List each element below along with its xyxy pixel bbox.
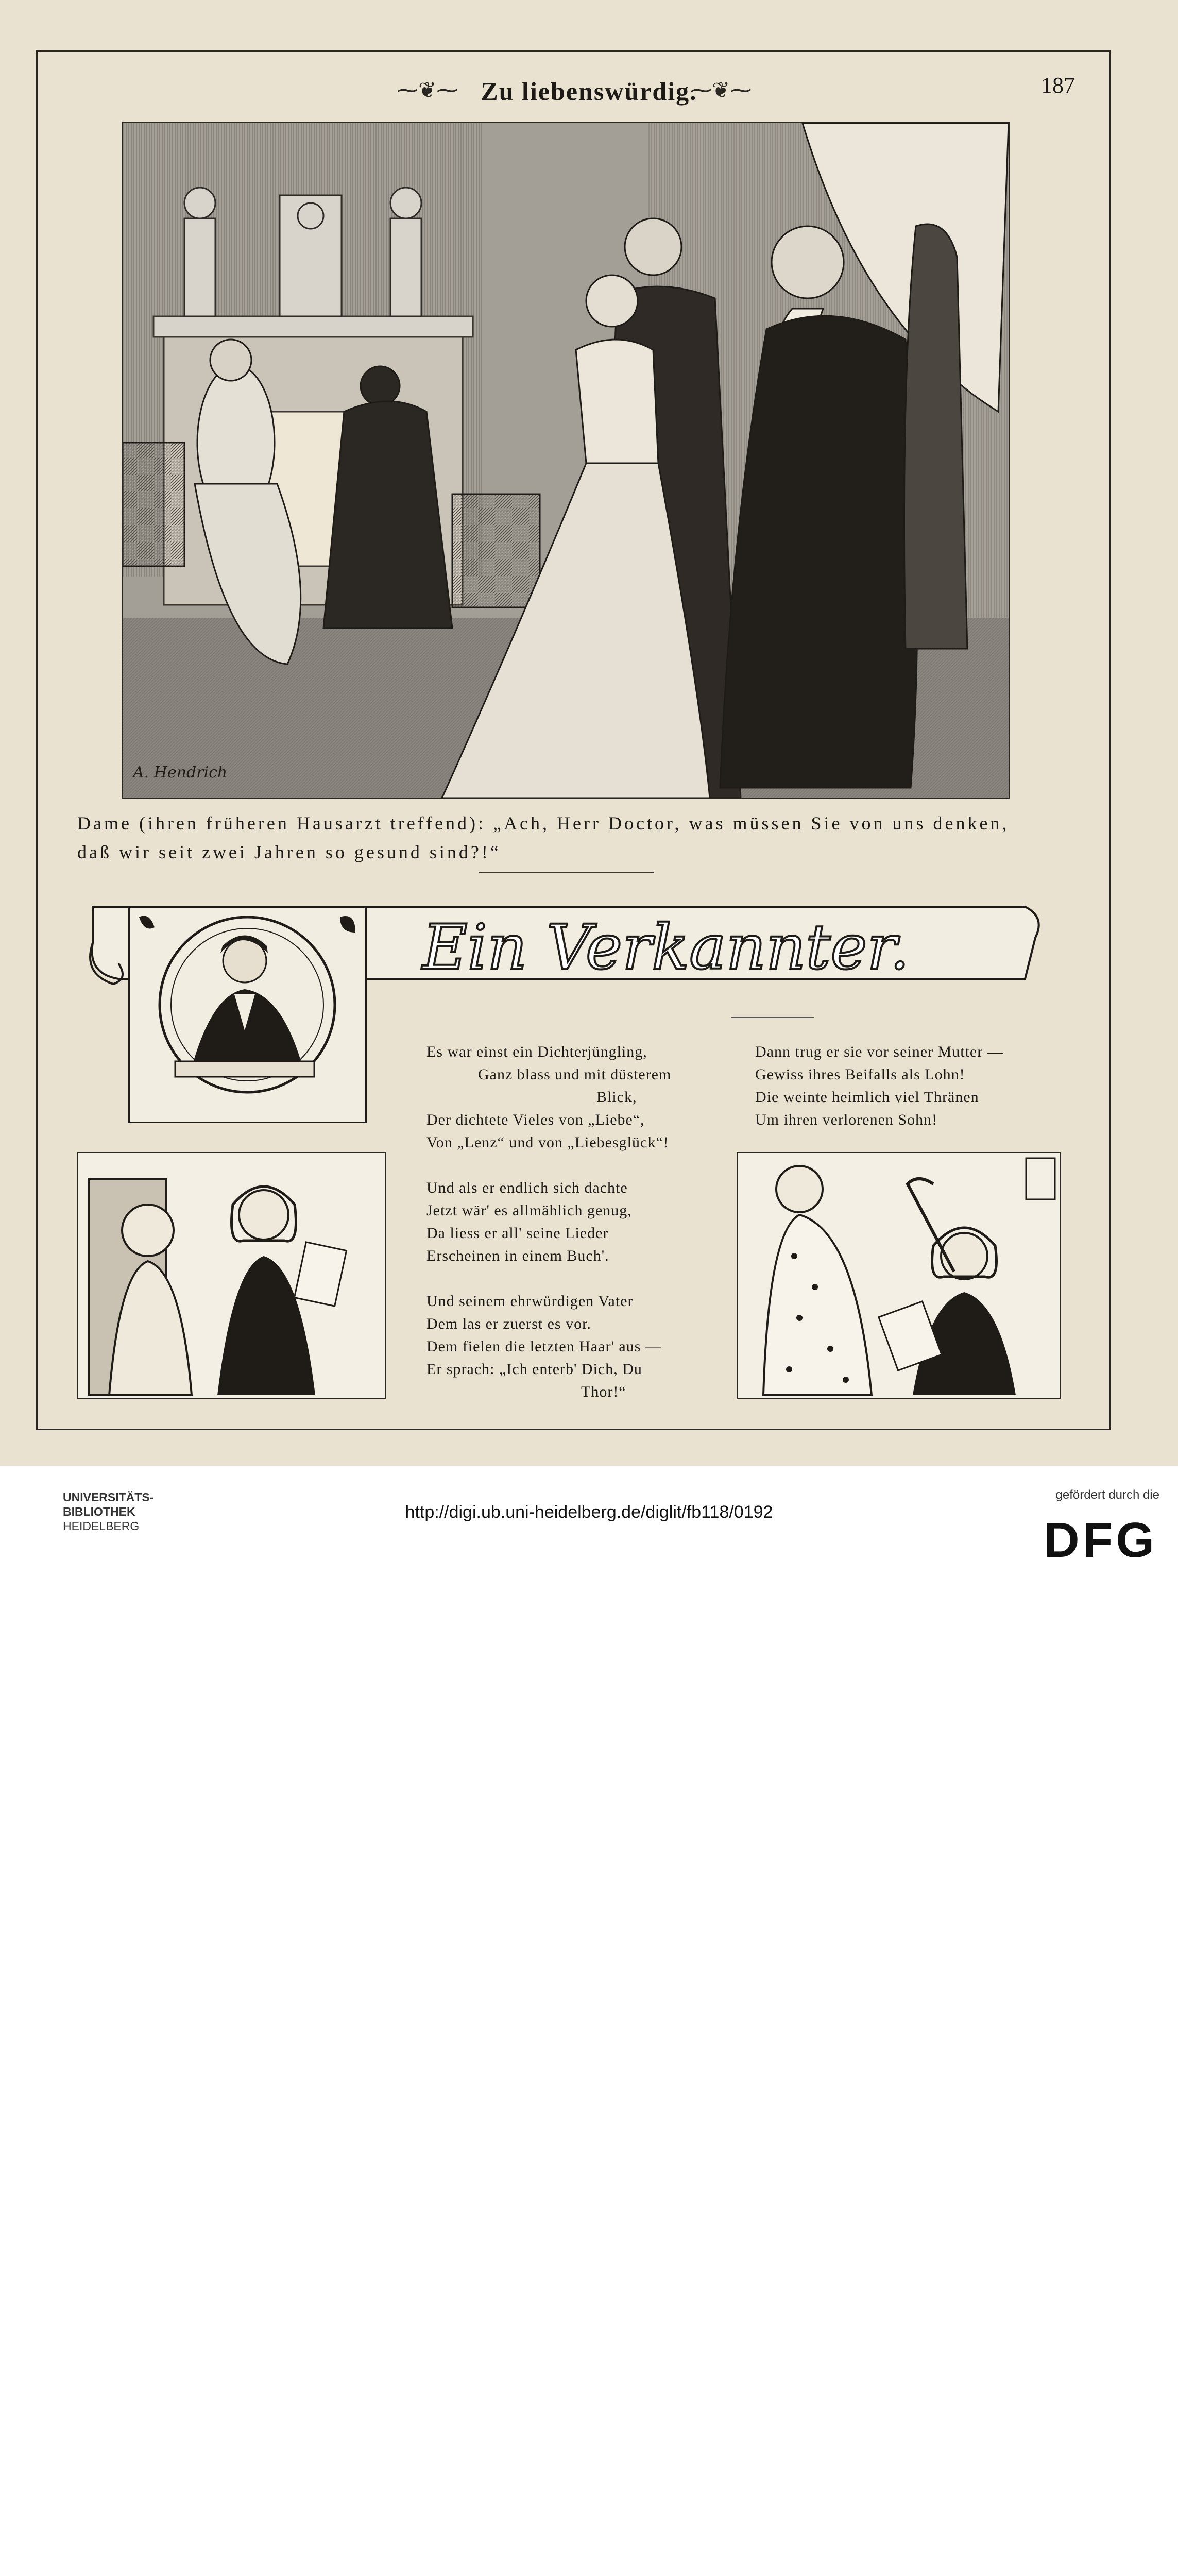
poem-line: Der dichtete Vieles von „Liebe“, [426,1111,645,1128]
poem-left-column [426,1041,715,1403]
separator-rule [479,872,654,873]
poem-line: Gewiss ihres Beifalls als Lohn! [755,1066,965,1083]
poem-line: Dann trug er sie vor seiner Mutter — [755,1043,1003,1060]
poem-line: Um ihren verlorenen Sohn! [755,1111,938,1128]
father-cartoon-illustration [77,1152,386,1399]
salon-engraving-illustration [122,122,1010,799]
poem-line: Da liess er all' seine Lieder [426,1225,609,1242]
poem-divider [731,1017,814,1018]
page-header-title: Zu liebenswürdig. [481,77,697,106]
engraving-caption [77,809,1035,867]
left-ornament-icon: ⁓❦⁓ [397,79,458,103]
right-ornament-icon: ⁓❦⁓ [690,79,752,103]
poem-line: Es war einst ein Dichterjüngling, [426,1043,647,1060]
poem-line: Jetzt wär' es allmählich genug, [426,1202,632,1219]
poem-line: Von „Lenz“ und von „Liebesglück“! [426,1134,669,1151]
poem-line: Dem las er zuerst es vor. [426,1315,591,1332]
institution-line-1: UNIVERSITÄTS- [63,1490,154,1504]
caption-line-1: Dame (ihren früheren Hausarzt treffend): „Ach, Herr Doctor, was müssen Sie von uns denken, [77,813,1010,834]
poem-line: Und seinem ehrwürdigen Vater [426,1293,634,1310]
poem-line: Thor!“ [581,1383,626,1400]
svg-text:A. Hendrich: A. Hendrich [133,764,228,782]
poem-line: Ganz blass und mit düsterem [478,1066,672,1083]
poem-line: Er sprach: „Ich enterb' Dich, Du [426,1361,642,1378]
poem-line: Erscheinen in einem Buch'. [426,1247,609,1264]
caption-line-2: daß wir seit zwei Jahren so gesund sind?!“ [77,842,501,862]
poem-line: Und als er endlich sich dachte [426,1179,628,1196]
institution-line-2: BIBLIOTHEK [63,1505,135,1518]
dfg-logo: DFG [1044,1513,1157,1568]
poem-spacer [426,1154,715,1177]
poem-right-column [755,1041,1044,1131]
poem-line: Die weinte heimlich viel Thränen [755,1089,979,1106]
page-number: 187 [1041,73,1075,98]
mother-cartoon-illustration [737,1152,1061,1399]
poem-line: Dem fielen die letzten Haar' aus — [426,1338,661,1355]
source-url-link[interactable]: http://digi.ub.uni-heidelberg.de/diglit/fb118/0192 [405,1502,773,1522]
poem-spacer [426,1267,715,1290]
poem-line: Blick, [596,1089,637,1106]
institution-line-3: HEIDELBERG [63,1519,140,1533]
funded-by-label: gefördert durch die [1055,1488,1159,1502]
banner-title-text: Ein Verkannter. [422,912,910,984]
